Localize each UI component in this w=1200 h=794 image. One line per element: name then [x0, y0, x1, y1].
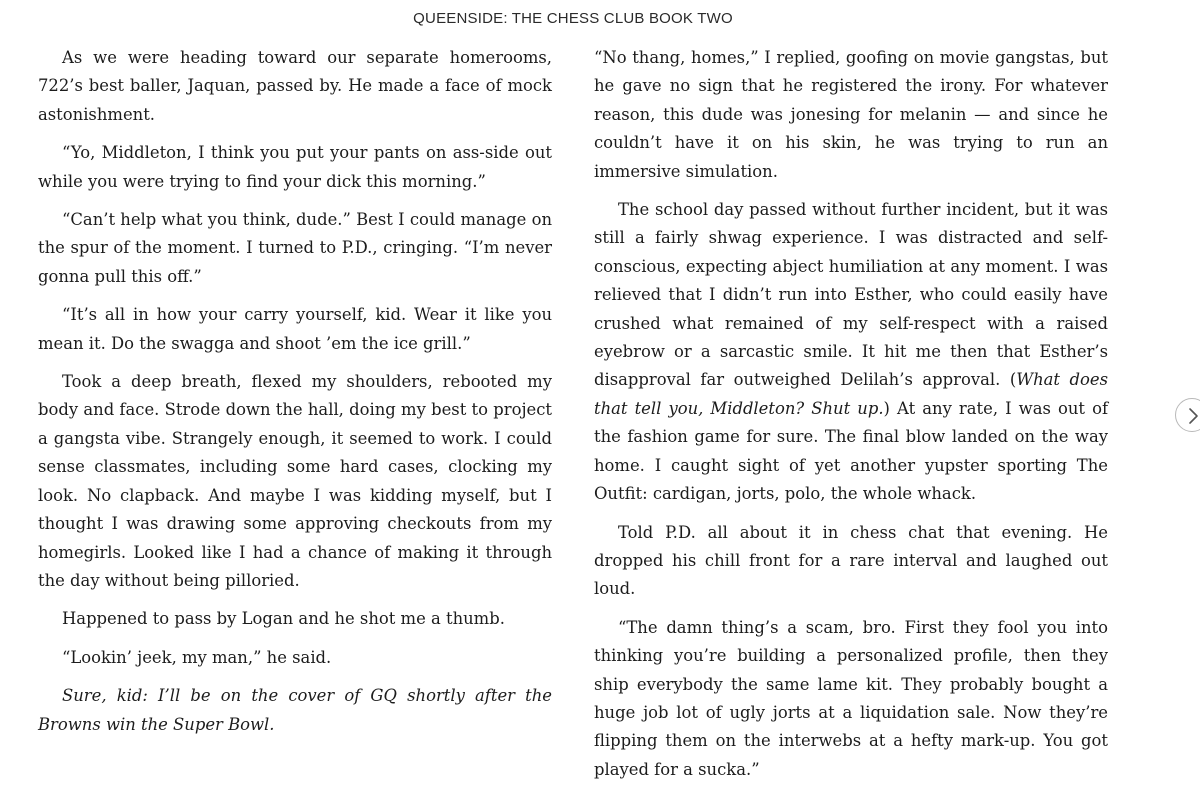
paragraph: “Yo, Middleton, I think you put your pants on ass-side out while you were trying to find your dick this morning.”	[38, 143, 552, 191]
paragraph: “No thang, homes,” I replied, goofing on movie gangstas, but he gave no sign that he registered the irony. For whatever reason, this dude was jonesing for melanin — and since he couldn’t have it on his skin, he was trying to run an immersive simulation.	[594, 48, 1108, 181]
paragraph: “Lookin’ jeek, my man,” he said.	[62, 647, 332, 667]
italic-aside: What does that tell you, Middleton? Shut up.	[594, 370, 1108, 418]
left-text-column	[38, 44, 552, 749]
paragraph: Took a deep breath, flexed my shoulders, rebooted my body and face. Strode down the hall, doing my best to project a gangsta vibe. Strangely enough, it seemed to work. I could sense classmates, including some hard cases, clocking my look. No clapback. And maybe I was kidding myself, but I thought I was drawing some approving checkouts from my homegirls. Looked like I had a chance of making it through the day without being pilloried.	[38, 372, 552, 590]
next-page-button[interactable]	[1175, 398, 1200, 432]
paragraph: As we were heading toward our separate homerooms, 722’s best baller, Jaquan, passed by. He made a face of mock astonishment.	[38, 48, 552, 124]
paragraph: Happened to pass by Logan and he shot me a thumb.	[62, 609, 505, 629]
paragraph: “It’s all in how your carry yourself, kid. Wear it like you mean it. Do the swagga and shoot ’em the ice grill.”	[38, 305, 552, 353]
paragraph: “Can’t help what you think, dude.” Best I could manage on the spur of the moment. I turned to P.D., cringing. “I’m never gonna pull this off.”	[38, 210, 552, 286]
paragraph-text: The school day passed without further incident, but it was still a fairly shwag experience. I was distracted and self-conscious, expecting abject humiliation at any moment. I was relieved that I didn’t run into Esther, who could easily have crushed what remained of my self-respect with a raised eyebrow or a sarcastic smile. It hit me then that Esther’s disapproval far outweighed Delilah’s approval. (	[594, 200, 1108, 390]
paragraph: Told P.D. all about it in chess chat that evening. He dropped his chill front for a rare interval and laughed out loud.	[594, 522, 1108, 599]
paragraph-text: ) At any rate, I was out of the fashion game for sure. The final blow landed on the way home. I caught sight of yet another yupster sporting The Outfit: cardigan, jorts, polo, the whole whack.	[594, 398, 1109, 504]
running-header: QUEENSIDE: THE CHESS CLUB BOOK TWO	[413, 10, 733, 27]
paragraph: “The damn thing’s a scam, bro. First they fool you into thinking you’re building a personalized profile, then they ship everybody the same lame kit. They probably bought a huge job lot of ugly jorts at a liquidation sale. Now they’re flipping them on the interwebs at a hefty mark-up. You got played for a sucka.”	[594, 617, 1108, 779]
chevron-right-icon	[1185, 407, 1200, 425]
paragraph	[594, 196, 1108, 508]
right-text-column	[594, 44, 1108, 794]
italic-paragraph: Sure, kid: I’ll be on the cover of GQ shortly after the Browns win the Super Bowl.	[38, 686, 552, 734]
